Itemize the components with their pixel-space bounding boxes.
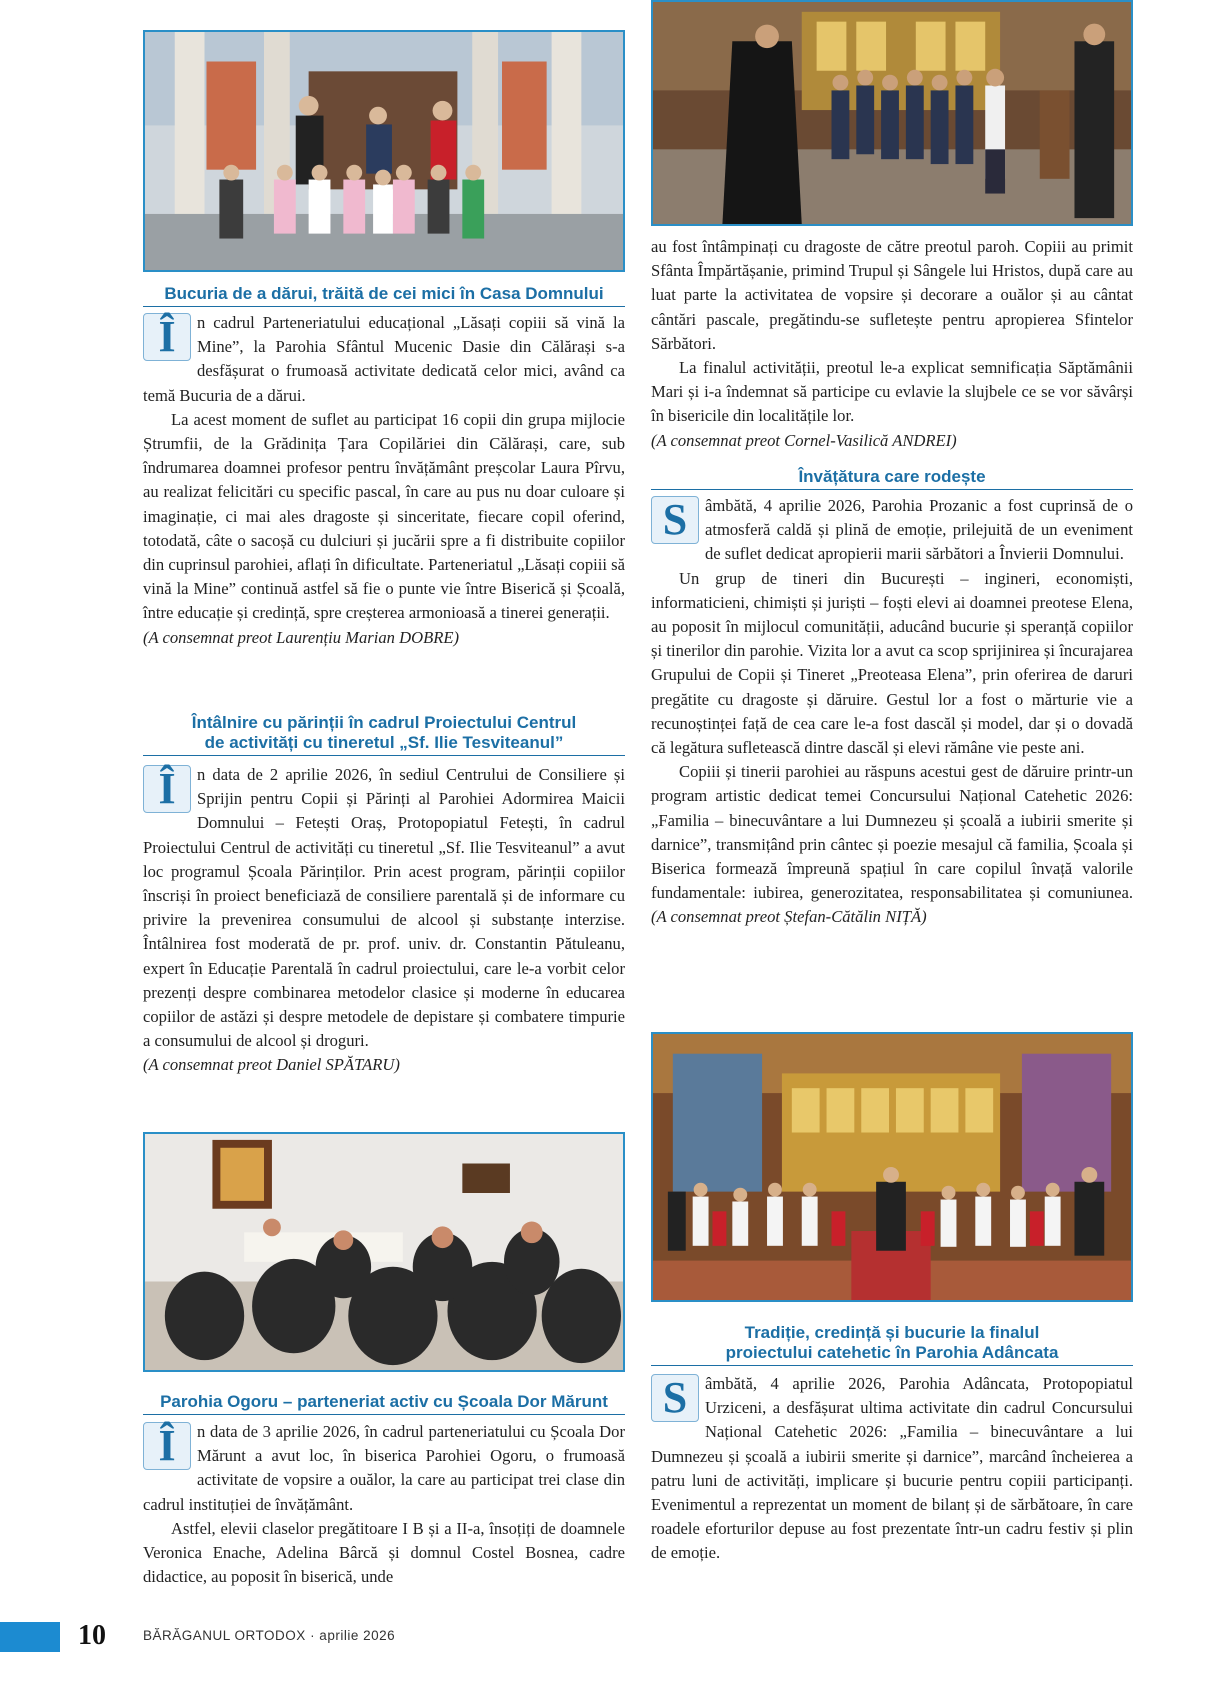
article4-paragraph-3: Copiii și tinerii parohiei au răspuns acestui gest de dăruire printr-un program artistic dedicat temei Concursului Național Catehetic 2026: „Familia – binecuvântare a lui Dumnezeu și școală a iubirii smerite și darnice”, transmițând prin cântec și poezie mesajul că familia, Școala și Biserica formează împreună spațiul în care copilul învață valorile fundamentale: iubirea, generozitatea, responsabilitatea și comuniunea. (A consemnat preot Ștefan-Cătălin NIȚĂ) <box>651 762 1133 927</box>
issue-date: · aprilie 2026 <box>310 1628 396 1643</box>
title-underline <box>143 1414 625 1415</box>
photo-catechetic-group <box>651 1032 1133 1302</box>
article4-paragraph-2: Un grup de tineri din București – ingineri, economiști, informaticieni, chimiști și juriști – foști elevi ai doamnei preotese Elena, au poposit în mijlocul comunității, aducând bucurie și speranță copiilor și tinerilor din parohie. Vizita lor a avut ca scop sprijinirea și încurajarea Grupului de Copii și Tineret „Preoteasa Elena”, prin oferirea de daruri pregătite cu dragoste și dăruire. Gestul lor a fost o mărturie vie a recunoștinței față de cea care le-a fost dascăl și model, dar și o dovadă că legătura sufletească dintre dascăl și elevi rămâne vie peste ani. <box>651 568 1133 758</box>
footer-publication <box>143 1628 395 1643</box>
title-underline <box>143 755 625 756</box>
article2-title: Întâlnire cu părinții în cadrul Proiectului Centrul de activități cu tineretul „Sf. Ilie Tesviteanul” <box>143 713 625 756</box>
article1-body <box>143 311 625 650</box>
article3-paragraph-3: au fost întâmpinați cu dragoste de către preotul paroh. Copiii au primit Sfânta Împărtășanie, primind Trupul și Sângele lui Hristos, după care au luat parte la activitatea de vopsire și decorare a ouălor și au cântat cântări pascale, pregătindu-se sufletește pentru apropierea Sfintelor Sărbători. <box>651 237 1133 353</box>
photo-children-church-entrance <box>143 30 625 272</box>
title-underline <box>651 489 1133 490</box>
page-footer <box>0 1622 1211 1652</box>
article3-continuation <box>651 235 1133 453</box>
article1-signature: (A consemnat preot Laurențiu Marian DOBRE) <box>143 627 460 647</box>
article3-title: Parohia Ogoru – parteneriat activ cu Școala Dor Mărunt <box>143 1392 625 1415</box>
drop-cap: S <box>651 496 699 544</box>
article1-title: Bucuria de a dărui, trăită de cei mici în Casa Domnului <box>143 284 625 307</box>
article5-body <box>651 1372 1133 1566</box>
article2-body <box>143 763 625 1078</box>
article1-paragraph-2: La acest moment de suflet au participat 16 copii din grupa mijlocie Ștrumfii, de la Grădinița Țara Copilăriei din Călărași, care, sub îndrumarea doamnei profesor pentru învățământ preșcolar Laura Pîrvu, au realizat felicitări cu specific pascal, în care au pus nu doar culoare și imaginație, ci mai ales dragoste și sinceritate, fiecare copil oferind, totodată, câte o sacoșă cu dulciuri și jucării spre a fi distribuite copiilor din cuprinsul parohiei, aflați în dificultate. Parteneriatul „Lăsați copiii să vină la Mine” continuă astfel să fie o punte vie între Biserică și Școală, între educație și credință, spre creșterea armonioasă a tinerei generații. <box>143 409 625 623</box>
drop-cap: Î <box>143 313 191 361</box>
drop-cap: Î <box>143 1422 191 1470</box>
drop-cap: S <box>651 1374 699 1422</box>
article5-paragraph-1: âmbătă, 4 aprilie 2026, Parohia Adâncata, Protopopiatul Urziceni, a desfășurat ultima activitate din cadrul Concursului Național Catehetic 2026: „Familia – binecuvântare a lui Dumnezeu și școală a iubirii smerite și darnice”, marcând încheierea a patru luni de activități, implicare și bucurie pentru copiii participanți. Evenimentul a reprezentat un moment de bilanț și de sărbătoare, în care roadele eforturilor depuse au fost prezentate într-un cadru festiv și plin de emoție. <box>651 1374 1133 1563</box>
article3-paragraph-1: n data de 3 aprilie 2026, în cadrul parteneriatului cu Școala Dor Mărunt a avut loc, în biserica Parohiei Ogoru, o frumoasă activitate de vopsire a ouălor, la care au participat trei clase din cadrul instituției de învățământ. <box>143 1422 625 1514</box>
photo-parents-meeting <box>143 1132 625 1372</box>
title-underline <box>143 306 625 307</box>
article4-paragraph-1: âmbătă, 4 aprilie 2026, Parohia Prozanic a fost cuprinsă de o atmosferă caldă și plină de emoție, prilejuită de un eveniment de suflet dedicat apropierii marii sărbători a Învierii Domnului. <box>705 496 1133 564</box>
article3-paragraph-4: La finalul activității, preotul le-a explicat semnificația Săptămânii Mari și i-a îndemnat să participe cu evlavie la slujbele ce se vor săvârși în bisericile din localitățile lor. <box>651 358 1133 426</box>
article5-title: Tradiție, credință și bucurie la finalul proiectului catehetic în Parohia Adâncata <box>651 1323 1133 1366</box>
page-number: 10 <box>78 1620 106 1651</box>
footer-accent-bar <box>0 1622 60 1652</box>
drop-cap: Î <box>143 765 191 813</box>
article2-paragraph-1: n data de 2 aprilie 2026, în sediul Centrului de Consiliere și Sprijin pentru Copii și Părinți al Parohiei Adormirea Maicii Domnului – Fetești Oraș, Protopopiatul Fetești, în cadrul Proiectului Centrul de activități cu tineretul „Sf. Ilie Tesviteanul” a avut loc programul Școala Părinților. Prin acest program, părinții copiilor înscriși în proiect beneficiază de consiliere parentală și de informare cu privire la prevenirea consumului de alcool și substanțe interzise. Întâlnirea fost moderată de pr. prof. univ. dr. Constantin Pătuleanu, expert în Educație Parentală în cadrul proiectului, care le-a vorbit celor prezenți despre combinarea metodelor clasice și moderne în educarea copiilor de astăzi și despre metodele de depistare și combatere timpurie a consumului de alcool și droguri. <box>143 765 625 1051</box>
article4-body <box>651 494 1133 930</box>
article3-paragraph-2: Astfel, elevii claselor pregătitoare I B și a II-a, însoțiți de doamnele Veronica Enache, Adelina Bârcă și domnul Costel Bosnea, cadre didactice, au poposit în biserică, unde <box>143 1518 625 1587</box>
photo-children-in-church <box>651 0 1133 226</box>
article2-signature: (A consemnat preot Daniel SPĂTARU) <box>143 1055 400 1075</box>
article3-body <box>143 1420 625 1589</box>
article3-signature: (A consemnat preot Cornel-Vasilică ANDREI) <box>651 430 957 450</box>
magazine-name: BĂRĂGANUL ORTODOX <box>143 1628 306 1643</box>
article1-paragraph-1: n cadrul Parteneriatului educațional „Lăsați copiii să vină la Mine”, la Parohia Sfântul Mucenic Dasie din Călărași s-a desfășurat o frumoasă activitate dedicată celor mici, având ca temă Bucuria de a dărui. <box>143 313 625 405</box>
article4-title: Învățătura care rodește <box>651 467 1133 490</box>
article4-signature: (A consemnat preot Ștefan-Cătălin NIȚĂ) <box>651 907 927 927</box>
title-underline <box>651 1365 1133 1366</box>
